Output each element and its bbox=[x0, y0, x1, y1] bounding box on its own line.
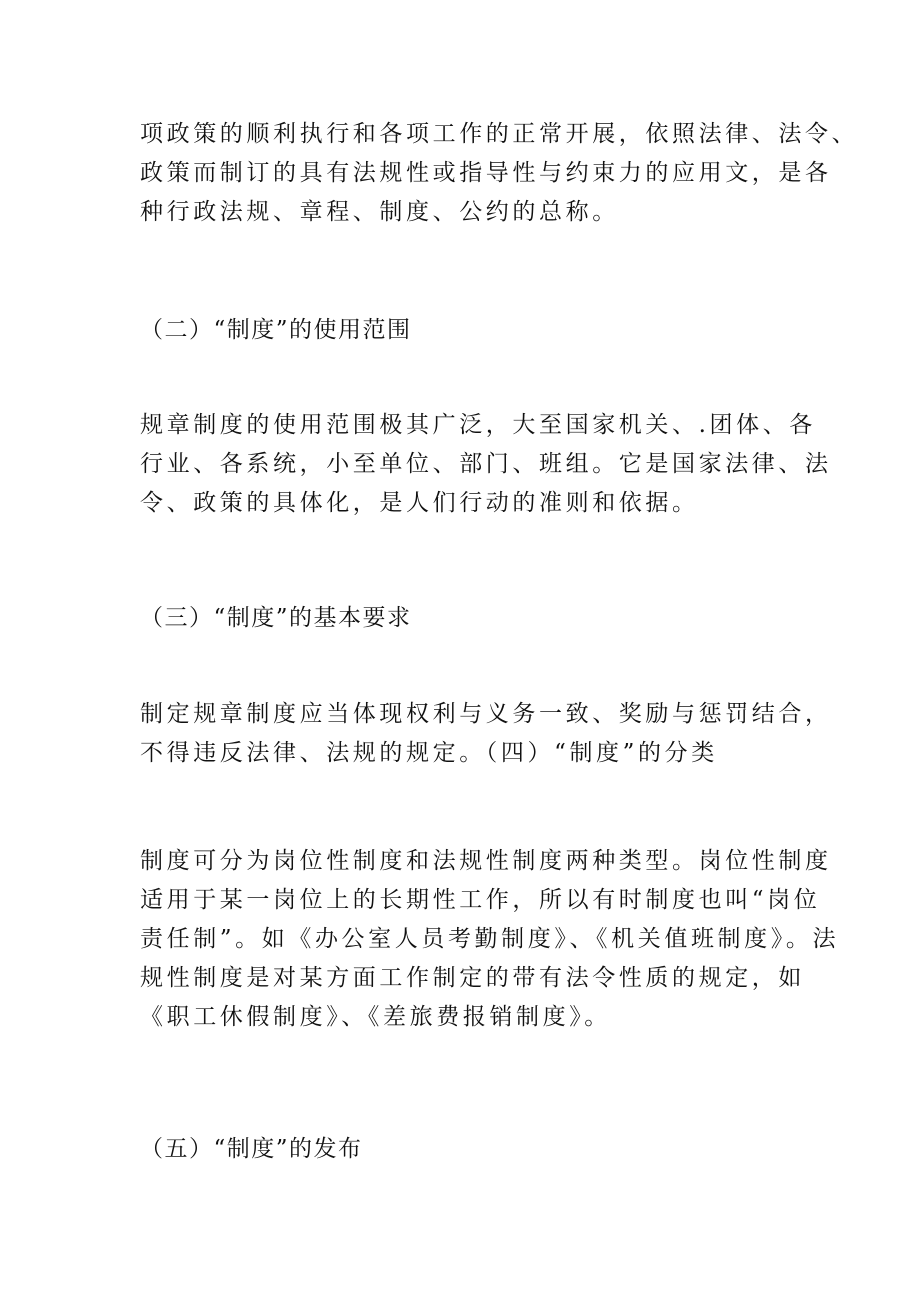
heading-text: （三）“制度”的基本要求 bbox=[140, 605, 412, 631]
text-line: 不得违反法律、法规的规定。（四）“制度”的分类 bbox=[140, 740, 718, 766]
text-line: 令、政策的具体化，是人们行动的准则和依据。 bbox=[140, 490, 699, 516]
section-heading-scope bbox=[140, 311, 800, 350]
section-heading-requirements bbox=[140, 599, 800, 638]
text-line: 适用于某一岗位上的长期性工作，所以有时制度也叫“岗位 bbox=[140, 887, 821, 913]
text-line: 规章制度的使用范围极其广泛，大至国家机关、.团体、各 bbox=[140, 412, 816, 438]
heading-text: （二）“制度”的使用范围 bbox=[140, 317, 412, 343]
heading-text: （五）“制度”的发布 bbox=[140, 1136, 363, 1162]
text-line: 《职工休假制度》、《差旅费报销制度》。 bbox=[140, 1004, 611, 1030]
text-line: 政策而制订的具有法规性或指导性与约束力的应用文，是各 bbox=[140, 160, 832, 186]
text-line: 行业、各系统，小至单位、部门、班组。它是国家法律、法 bbox=[140, 451, 832, 477]
text-line: 制度可分为岗位性制度和法规性制度两种类型。岗位性制度 bbox=[140, 848, 832, 874]
paragraph-definition bbox=[140, 115, 859, 232]
text-line: 种行政法规、章程、制度、公约的总称。 bbox=[140, 199, 619, 225]
paragraph-classification bbox=[140, 842, 840, 1037]
section-heading-publication bbox=[140, 1130, 800, 1169]
text-line: 项政策的顺利执行和各项工作的正常开展，依照法律、法令、 bbox=[140, 121, 859, 147]
text-line: 制定规章制度应当体现权利与义务一致、奖励与惩罚结合， bbox=[140, 701, 832, 727]
text-line: 规性制度是对某方面工作制定的带有法令性质的规定，如 bbox=[140, 965, 805, 991]
paragraph-scope bbox=[140, 406, 832, 523]
paragraph-requirements bbox=[140, 695, 832, 773]
text-line: 责任制”。如《办公室人员考勤制度》、《机关值班制度》。法 bbox=[140, 926, 840, 952]
